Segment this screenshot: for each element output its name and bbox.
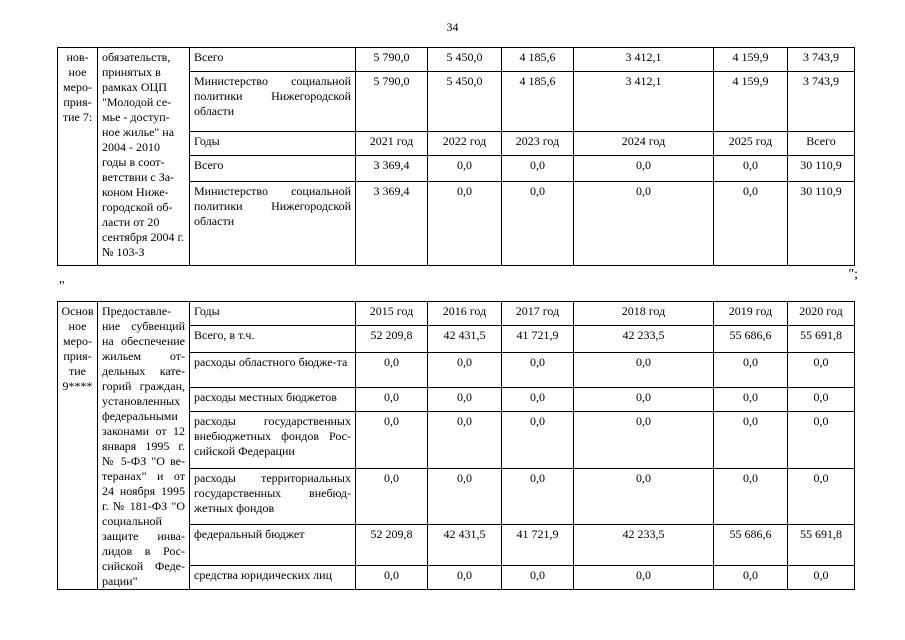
measure-description-cell: Предоставле-ние субвенций на обеспечение жильем от-дельных кате-горий граждан, установленных федеральными законами от 12 января 1995 г. № 5-ФЗ "О ве-теранах" и от 24 ноября 1995 г. № 181-ФЗ "О социальной защите инва-лидов в Рос-сийской Феде-рации" bbox=[98, 302, 190, 590]
value-cell: 55 691,8 bbox=[788, 525, 855, 565]
value-cell: 5 790,0 bbox=[356, 48, 428, 72]
value-cell: 3 369,4 bbox=[356, 182, 428, 266]
value-cell: 0,0 bbox=[502, 182, 574, 266]
value-cell: 41 721,9 bbox=[502, 326, 574, 352]
value-cell: 0,0 bbox=[788, 412, 855, 469]
funding-table-measure-7 bbox=[57, 47, 855, 266]
value-cell: 52 209,8 bbox=[356, 326, 428, 352]
measure-description-cell: обязательств, принятых в рамках ОЦП "Молодой се-мье - доступ-ное жилье" на 2004 - 2010 годы в соот-ветствии с За-коном Ниже-городской об-ласти от 20 сентября 2004 г. № 103-З bbox=[98, 48, 190, 266]
value-cell: 0,0 bbox=[428, 468, 502, 525]
row-label-cell: Министерство социальной политики Нижегородской области bbox=[190, 72, 356, 132]
value-cell: 0,0 bbox=[356, 352, 428, 387]
value-cell: 2022 год bbox=[428, 132, 502, 156]
value-cell: 2016 год bbox=[428, 302, 502, 326]
value-cell: 30 110,9 bbox=[788, 156, 855, 182]
value-cell: 0,0 bbox=[574, 412, 714, 469]
value-cell: 0,0 bbox=[788, 565, 855, 589]
value-cell: 0,0 bbox=[788, 387, 855, 411]
measure-label-cell: нов- ное меро- прия- тие 7: bbox=[58, 48, 98, 266]
value-cell: 0,0 bbox=[502, 468, 574, 525]
value-cell: 0,0 bbox=[502, 352, 574, 387]
value-cell: 42 431,5 bbox=[428, 326, 502, 352]
value-cell: 0,0 bbox=[714, 468, 788, 525]
opening-quote: " bbox=[59, 279, 65, 294]
value-cell: 0,0 bbox=[502, 387, 574, 411]
value-cell: 0,0 bbox=[574, 182, 714, 266]
value-cell: 4 185,6 bbox=[502, 48, 574, 72]
value-cell: 2018 год bbox=[574, 302, 714, 326]
value-cell: 4 159,9 bbox=[714, 72, 788, 132]
value-cell: 0,0 bbox=[356, 387, 428, 411]
row-label-cell: Всего bbox=[190, 48, 356, 72]
value-cell: 52 209,8 bbox=[356, 525, 428, 565]
row-label-cell: Министерство социальной политики Нижегородской области bbox=[190, 182, 356, 266]
row-label-cell: Годы bbox=[190, 132, 356, 156]
value-cell: 0,0 bbox=[356, 468, 428, 525]
value-cell: 2023 год bbox=[502, 132, 574, 156]
value-cell: 0,0 bbox=[714, 182, 788, 266]
value-cell: 0,0 bbox=[714, 352, 788, 387]
value-cell: 3 369,4 bbox=[356, 156, 428, 182]
value-cell: 0,0 bbox=[714, 565, 788, 589]
funding-table-measure-9 bbox=[57, 301, 855, 590]
value-cell: 5 450,0 bbox=[428, 72, 502, 132]
value-cell: 5 790,0 bbox=[356, 72, 428, 132]
row-label-cell: расходы государственных внебюджетных фондов Рос-сийской Федерации bbox=[190, 412, 356, 469]
value-cell: 41 721,9 bbox=[502, 525, 574, 565]
row-label-cell: Всего bbox=[190, 156, 356, 182]
value-cell: 42 233,5 bbox=[574, 326, 714, 352]
row-label-cell: расходы местных бюджетов bbox=[190, 387, 356, 411]
value-cell: Всего bbox=[788, 132, 855, 156]
value-cell: 42 431,5 bbox=[428, 525, 502, 565]
row-label-cell: федеральный бюджет bbox=[190, 525, 356, 565]
value-cell: 3 743,9 bbox=[788, 72, 855, 132]
row-label-cell: Годы bbox=[190, 302, 356, 326]
value-cell: 2024 год bbox=[574, 132, 714, 156]
value-cell: 0,0 bbox=[788, 352, 855, 387]
measure-label-cell: Основ ное меро- прия- тие 9**** bbox=[58, 302, 98, 590]
value-cell: 0,0 bbox=[502, 565, 574, 589]
value-cell: 0,0 bbox=[574, 468, 714, 525]
value-cell: 2025 год bbox=[714, 132, 788, 156]
value-cell: 2015 год bbox=[356, 302, 428, 326]
value-cell: 55 686,6 bbox=[714, 525, 788, 565]
page-number: 34 bbox=[446, 20, 459, 34]
value-cell: 3 412,1 bbox=[574, 72, 714, 132]
value-cell: 0,0 bbox=[574, 565, 714, 589]
value-cell: 55 686,6 bbox=[714, 326, 788, 352]
value-cell: 0,0 bbox=[574, 156, 714, 182]
value-cell: 2019 год bbox=[714, 302, 788, 326]
table-row bbox=[58, 302, 855, 326]
value-cell: 0,0 bbox=[502, 156, 574, 182]
value-cell: 55 691,8 bbox=[788, 326, 855, 352]
value-cell: 30 110,9 bbox=[788, 182, 855, 266]
value-cell: 0,0 bbox=[428, 412, 502, 469]
row-label-cell: расходы областного бюдже-та bbox=[190, 352, 356, 387]
value-cell: 0,0 bbox=[356, 412, 428, 469]
value-cell: 0,0 bbox=[714, 156, 788, 182]
value-cell: 0,0 bbox=[502, 412, 574, 469]
row-label-cell: Всего, в т.ч. bbox=[190, 326, 356, 352]
value-cell: 0,0 bbox=[788, 468, 855, 525]
value-cell: 0,0 bbox=[356, 565, 428, 589]
value-cell: 0,0 bbox=[574, 387, 714, 411]
row-label-cell: средства юридических лиц bbox=[190, 565, 356, 589]
value-cell: 3 412,1 bbox=[574, 48, 714, 72]
value-cell: 2017 год bbox=[502, 302, 574, 326]
closing-quote: "; bbox=[848, 267, 858, 282]
value-cell: 0,0 bbox=[428, 352, 502, 387]
table-row bbox=[58, 48, 855, 72]
value-cell: 0,0 bbox=[428, 156, 502, 182]
value-cell: 0,0 bbox=[428, 387, 502, 411]
value-cell: 2021 год bbox=[356, 132, 428, 156]
value-cell: 0,0 bbox=[428, 182, 502, 266]
value-cell: 42 233,5 bbox=[574, 525, 714, 565]
value-cell: 2020 год bbox=[788, 302, 855, 326]
value-cell: 4 159,9 bbox=[714, 48, 788, 72]
value-cell: 0,0 bbox=[714, 387, 788, 411]
value-cell: 5 450,0 bbox=[428, 48, 502, 72]
row-label-cell: расходы территориальных государственных внебюд-жетных фондов bbox=[190, 468, 356, 525]
value-cell: 0,0 bbox=[574, 352, 714, 387]
value-cell: 4 185,6 bbox=[502, 72, 574, 132]
value-cell: 3 743,9 bbox=[788, 48, 855, 72]
value-cell: 0,0 bbox=[714, 412, 788, 469]
value-cell: 0,0 bbox=[428, 565, 502, 589]
